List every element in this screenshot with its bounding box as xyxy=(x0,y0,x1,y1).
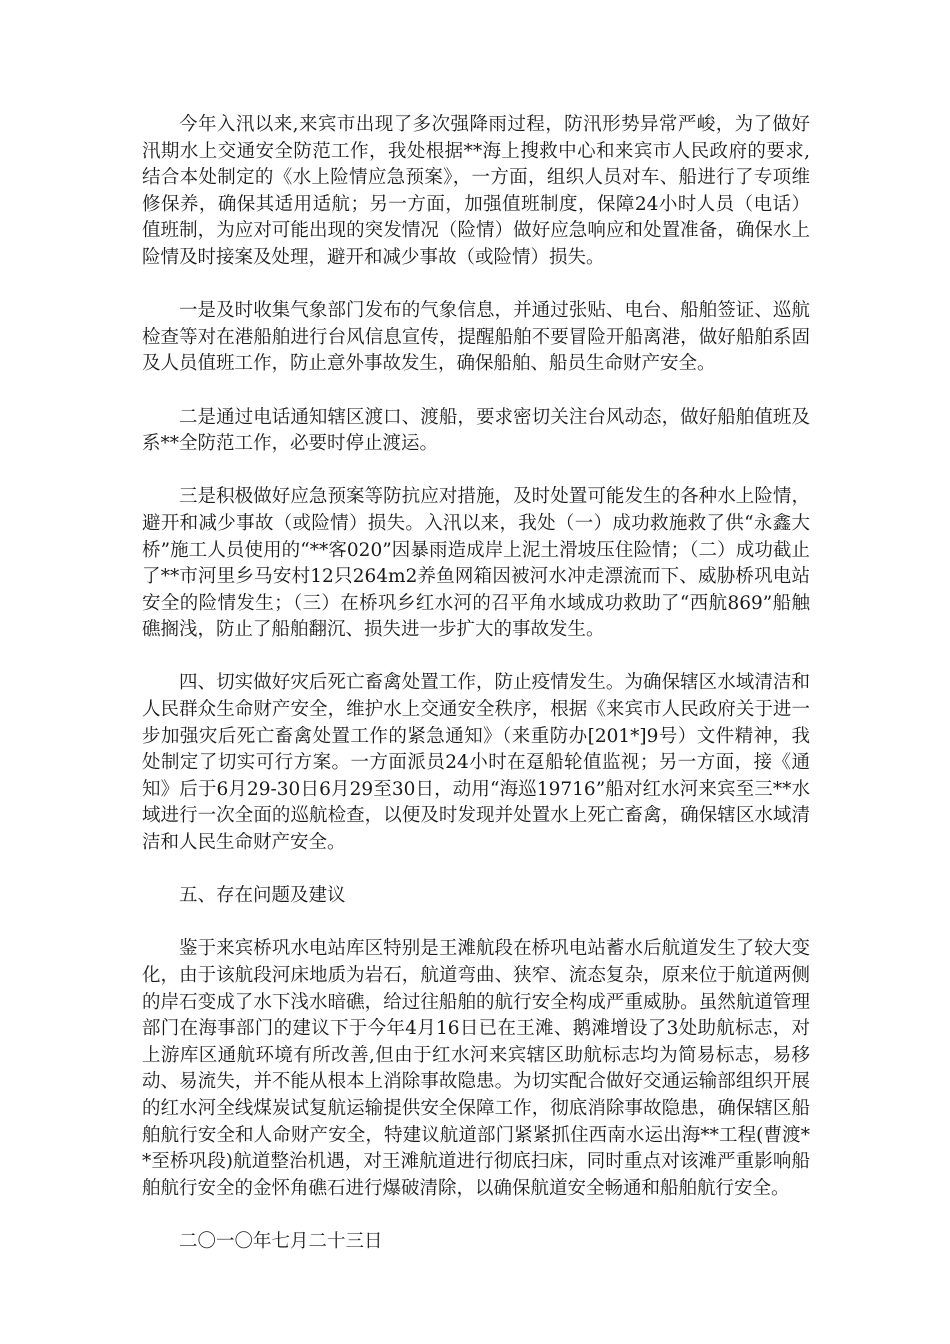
document-date: 二〇一〇年七月二十三日 xyxy=(179,1230,383,1252)
paragraph-item-four: 四、切实做好灾后死亡畜禽处置工作，防止疫情发生。为确保辖区水域清洁和人民群众生命财产安全，维护水上交通安全秩序，根据《来宾市人民政府关于进一步加强灾后死亡畜禽处置工作的紧急通知》（来重防办[201*]9号）文件精神，我处制定了切实可行方案。一方面派员24小时在趸船轮值监视；另一方面，接《通知》后于6月29-30日6月29至30日，动用“海巡19716”船对红水河来宾至三**水域进行一次全面的巡航检查，以便及时发现并处置水上死亡畜禽，确保辖区水域清洁和人民生命财产安全。 xyxy=(142,672,810,854)
paragraph-intro: 今年入汛以来,来宾市出现了多次强降雨过程，防汛形势异常严峻，为了做好汛期水上交通安全防范工作，我处根据**海上搜救中心和来宾市人民政府的要求,结合本处制定的《水上险情应急预案》，一方面，组织人员对车、船进行了专项维修保养，确保其适用适航；另一方面，加强值班制度，保障24小时人员（电话）值班制，为应对可能出现的突发情况（险情）做好应急响应和处置准备，确保水上险情及时接案及处理，避开和减少事故（或险情）损失。 xyxy=(142,114,810,268)
paragraph-item-three: 三是积极做好应急预案等防抗应对措施，及时处置可能发生的各种水上险情，避开和减少事故（或险情）损失。入汛以来，我处（一）成功救施救了供“永鑫大桥”施工人员使用的“**客020”因暴雨造成岸上泥土滑坡压住险情；（二）成功截止了**市河里乡马安村12只264m2养鱼网箱因被河水冲走漂流而下、威胁桥巩电站安全的险情发生；（三）在桥巩乡红水河的召平角水域成功救助了“西航869”船触礁搁浅，防止了船舶翻沉、损失进一步扩大的事故发生。 xyxy=(142,486,810,641)
document-body xyxy=(142,112,810,1256)
paragraph-item-one: 一是及时收集气象部门发布的气象信息，并通过张贴、电台、船舶签证、巡航检查等对在港船舶进行台风信息宣传，提醒船舶不要冒险开船离港，做好船舶系固及人员值班工作，防止意外事故发生，确保船舶、船员生命财产安全。 xyxy=(142,300,810,375)
paragraph-item-two: 二是通过电话通知辖区渡口、渡船，要求密切关注台风动态，做好船舶值班及系**全防范工作，必要时停止渡运。 xyxy=(142,406,810,455)
section-heading-issues: 五、存在问题及建议 xyxy=(179,885,346,907)
paragraph-suggestions: 鉴于来宾桥巩水电站库区特别是王滩航段在桥巩电站蓄水后航道发生了较大变化，由于该航段河床地质为岩石，航道弯曲、狭窄、流态复杂，原来位于航道两侧的岸石变成了水下浅水暗礁，给过往船舶的航行安全构成严重威胁。虽然航道管理部门在海事部门的建议下于今年4月16日已在王滩、鹅滩增设了3处助航标志，对上游库区通航环境有所改善,但由于红水河来宾辖区助航标志均为简易标志，易移动、易流失，并不能从根本上消除事故隐患。为切实配合做好交通运输部组织开展的红水河全线煤炭试复航运输提供安全保障工作，彻底消除事故隐患，确保辖区船舶航行安全和人命财产安全，特建议航道部门紧紧抓住西南水运出海**工程(曹渡**至桥巩段)航道整治机遇，对王滩航道进行彻底扫床，同时重点对该滩严重影响船舶航行安全的金怀角礁石进行爆破清除，以确保航道安全畅通和船舶航行安全。 xyxy=(142,938,810,1199)
